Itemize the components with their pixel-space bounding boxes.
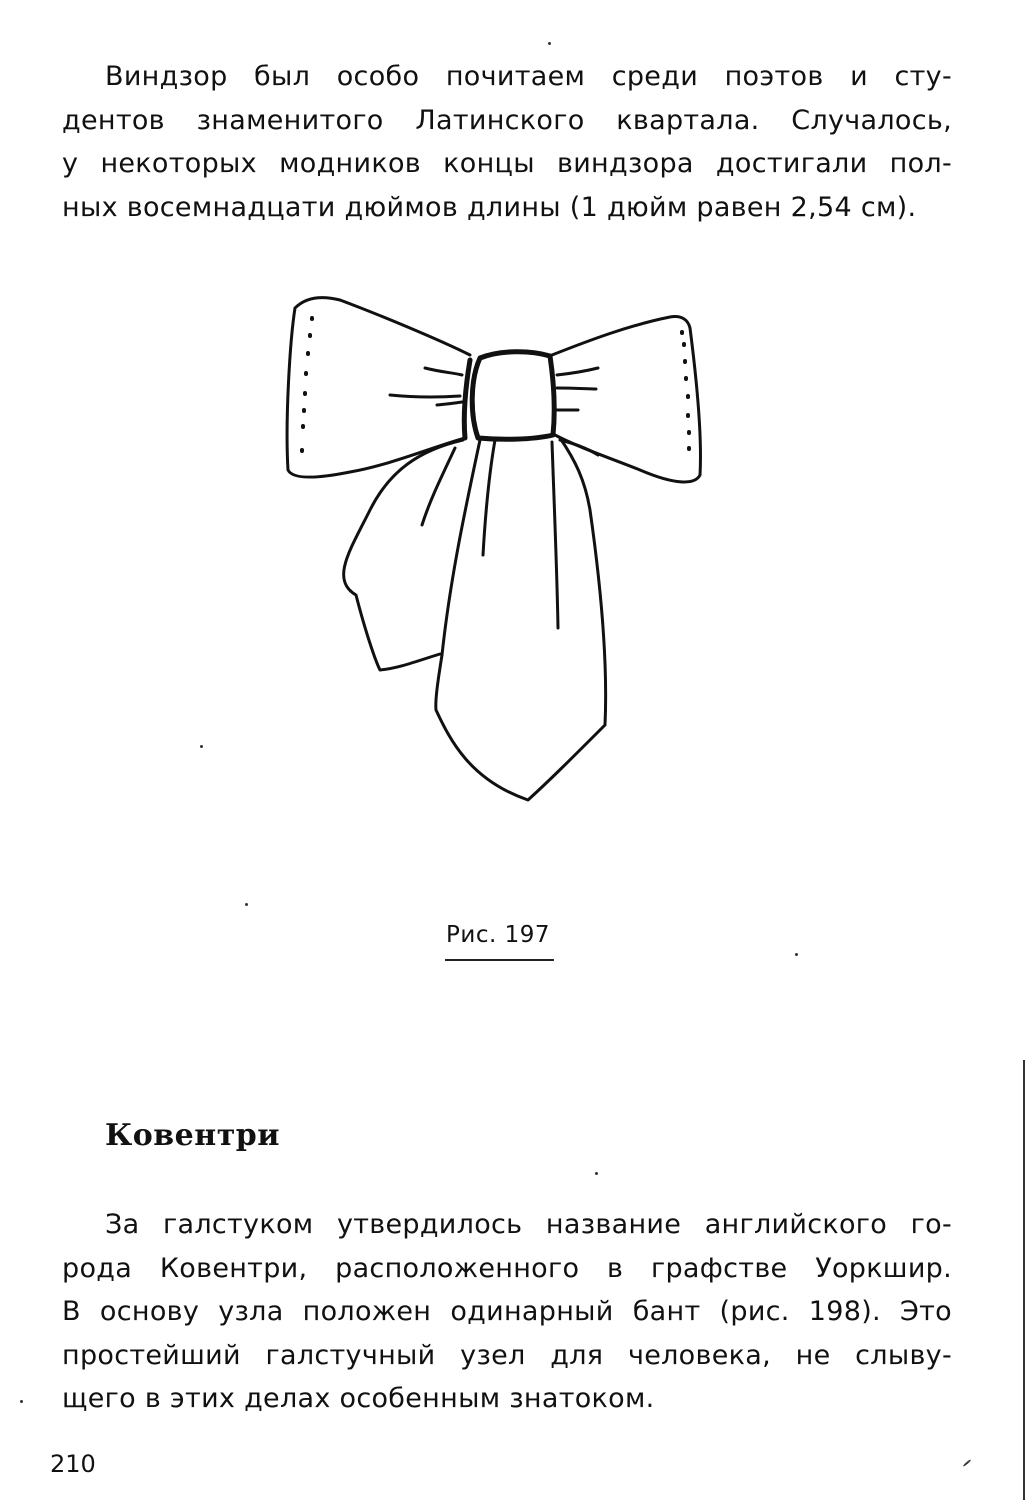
scan-speck	[200, 745, 203, 748]
scan-speck	[20, 1400, 23, 1403]
text-line: щего в этих делах особенным знатоком.	[62, 1383, 655, 1414]
bow-tie-illustration-icon	[270, 280, 730, 870]
section-paragraph	[62, 1203, 952, 1421]
text-line: рода Ковентри, расположенного в графстве Уоркшир.	[62, 1252, 952, 1284]
scan-speck	[245, 903, 248, 906]
text-line: ных восемнадцати дюймов длины (1 дюйм равен 2,54 см).	[62, 191, 917, 223]
text-line: у некоторых модников концы виндзора достигали пол-	[62, 148, 952, 179]
top-paragraph	[62, 55, 952, 229]
text-line: За галстуком утвердилось название английского го-	[105, 1209, 952, 1240]
scan-speck	[595, 1172, 598, 1175]
text-line: Виндзор был особо почитаем среди поэтов и сту-	[105, 61, 952, 92]
text-line: дентов знаменитого Латинского квартала. Случалось,	[62, 104, 952, 136]
page-number: 210	[50, 1450, 96, 1478]
scan-speck	[963, 1459, 972, 1467]
text-line: В основу узла положен одинарный бант (рис. 198). Это	[62, 1296, 952, 1327]
caption-underline	[445, 959, 554, 961]
figure-caption: Рис. 197	[446, 922, 550, 948]
section-heading: Ковентри	[105, 1118, 281, 1153]
scan-speck	[548, 42, 551, 45]
scan-speck	[795, 953, 798, 956]
text-line: простейший галстучный узел для человека, не слыву-	[62, 1339, 952, 1371]
scan-edge-line	[1023, 1060, 1025, 1500]
